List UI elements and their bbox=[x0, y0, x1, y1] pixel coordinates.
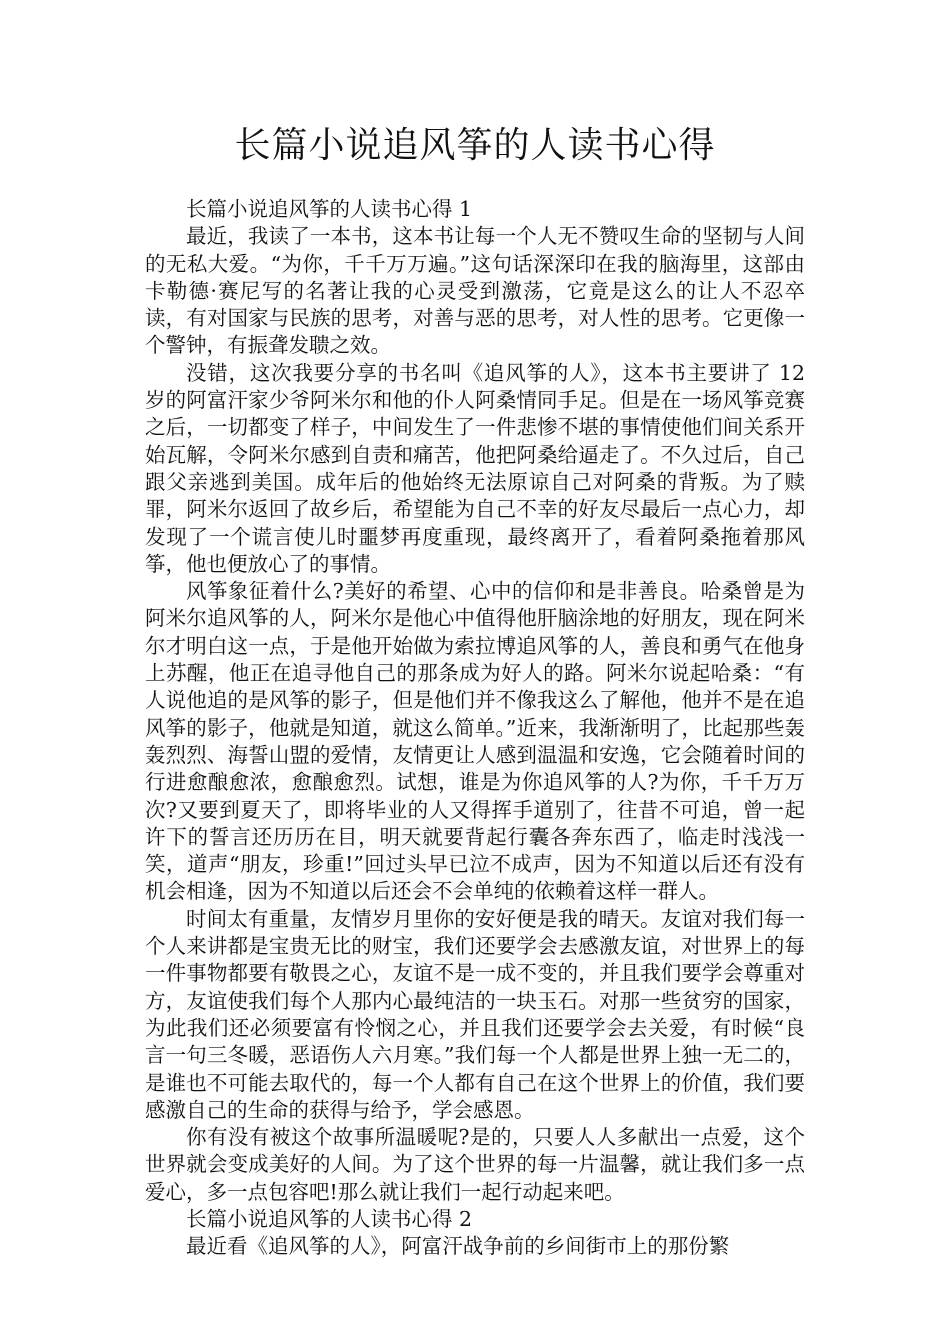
document-page bbox=[145, 120, 805, 1261]
paragraph: 最近看《追风筝的人》，阿富汗战争前的乡间街市上的那份繁 bbox=[186, 1234, 730, 1259]
document-title: 长篇小说追风筝的人读书心得 bbox=[234, 125, 716, 166]
paragraph: 最近，我读了一本书，这本书让每一个人无不赞叹生命的坚韧与人间的无私大爱。“为你，千千万万遍。”这句话深深印在我的脑海里，这部由卡勒德·赛尼写的名著让我的心灵受到激荡，它竟是这么的让人不忍卒读，有对国家与民族的思考，对善与恶的思考，对人性的思考。它更像一个警钟，有振聋发聩之效。 bbox=[145, 224, 805, 358]
section-heading-1: 长篇小说追风筝的人读书心得 1 bbox=[186, 197, 473, 221]
paragraph: 时间太有重量，友情岁月里你的安好便是我的晴天。友谊对我们每一个人来讲都是宝贵无比的财宝，我们还要学会去感激友谊，对世界上的每一件事物都要有敬畏之心，友谊不是一成不变的，并且我们要学会尊重对方，友谊使我们每个人那内心最纯洁的一块玉石。对那一些贫穷的国家，为此我们还必须要富有怜悯之心，并且我们还要学会去关爱，有时候“良言一句三冬暖，恶语伤人六月寒。”我们每一个人都是世界上独一无二的，是谁也不可能去取代的，每一个人都有自己在这个世界上的价值，我们要感激自己的生命的获得与给予，学会感恩。 bbox=[145, 906, 805, 1122]
section-heading-2: 长篇小说追风筝的人读书心得 2 bbox=[186, 1206, 473, 1231]
paragraph: 风筝象征着什么?美好的希望、心中的信仰和是非善良。哈桑曾是为阿米尔追风筝的人，阿米尔是他心中值得他肝脑涂地的好朋友，现在阿米尔才明白这一点，于是他开始做为索拉博追风筝的人，善良和勇气在他身上苏醒，他正在追寻他自己的那条成为好人的路。阿米尔说起哈桑：“有人说他追的是风筝的影子，但是他们并不像我这么了解他，他并不是在追风筝的影子，他就是知道，就这么简单。”近来，我渐渐明了，比起那些轰轰烈烈、海誓山盟的爱情，友情更让人感到温温和安逸，它会随着时间的行进愈酿愈浓，愈酿愈烈。试想，谁是为你追风筝的人?为你，千千万万次?又要到夏天了，即将毕业的人又得挥手道别了，往昔不可追，曾一起许下的誓言还历历在目，明天就要背起行囊各奔东西了，临走时浅浅一笑，道声“朋友，珍重!”回过头早已泣不成声，因为不知道以后还有没有机会相逢，因为不知道以后还会不会单纯的依赖着这样一群人。 bbox=[145, 579, 805, 904]
paragraph: 没错，这次我要分享的书名叫《追风筝的人》，这本书主要讲了 12 岁的阿富汗家少爷阿米尔和他的仆人阿桑情同手足。但是在一场风筝竞赛之后，一切都变了样子，中间发生了一件悲惨不堪的事情使他们间关系开始瓦解，令阿米尔感到自责和痛苦，他把阿桑给逼走了。不久过后，自己跟父亲逃到美国。成年后的他始终无法原谅自己对阿桑的背叛。为了赎罪，阿米尔返回了故乡后，希望能为自己不幸的好友尽最后一点心力，却发现了一个谎言使儿时噩梦再度重现，最终离开了，看着阿桑拖着那风筝，他也便放心了的事情。 bbox=[145, 360, 805, 576]
paragraph: 你有没有被这个故事所温暖呢?是的，只要人人多献出一点爱，这个世界就会变成美好的人间。为了这个世界的每一片温馨，就让我们多一点爱心，多一点包容吧!那么就让我们一起行动起来吧。 bbox=[145, 1125, 805, 1204]
